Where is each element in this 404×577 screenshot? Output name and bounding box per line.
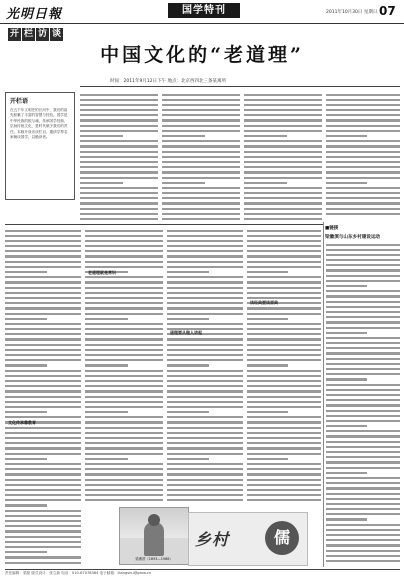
section-title: 国学特刊	[168, 3, 240, 18]
section-subhead: 道理要从做人讲起	[170, 330, 202, 335]
sidebar-title: 梁漱溟与山东乡村建设运动	[325, 235, 381, 240]
divider	[80, 86, 400, 87]
byline: 时间：2011年9月12日下午 地点：北京西四北三条某寓所	[110, 79, 226, 84]
intro-body: 在五千年文明史的长河中，我们的祖先积累了丰富的智慧与经验。国学是中华民族的根与魂，传承国学经典，弘扬传统文化，是时代赋予我们的责任。本版开设访谈栏目，邀请学界名家畅谈国学，以飨读者。	[10, 108, 68, 140]
body-column	[5, 228, 81, 566]
section-subhead: 读经典要读原典	[250, 300, 278, 305]
divider	[5, 224, 323, 225]
body-column	[167, 228, 243, 508]
body-column	[244, 92, 322, 222]
photo-caption: 梁漱溟（1893—1988）	[135, 557, 173, 561]
body-column	[80, 92, 158, 222]
rubric-char: 栏	[23, 29, 33, 39]
banner-text: 乡村	[195, 530, 230, 549]
intro-title: 开栏语	[10, 98, 29, 105]
page-number: 07	[379, 4, 396, 18]
rubric-char: 访	[37, 29, 47, 39]
column-divider	[323, 222, 324, 567]
decorative-banner	[188, 512, 308, 566]
newspaper-logo: 光明日報	[6, 7, 63, 22]
page-headline: 中国文化的“老道理”	[100, 44, 304, 66]
sidebar-label: ■链接	[325, 226, 339, 231]
body-column	[326, 92, 400, 220]
rubric-char: 开	[9, 29, 19, 39]
sidebar-body	[326, 242, 400, 566]
body-column	[247, 228, 321, 508]
rubric-char: 谈	[51, 29, 61, 39]
section-subhead: 老道理就是常识	[88, 270, 116, 275]
body-column	[162, 92, 240, 222]
masthead	[0, 0, 404, 24]
banner-stamp: 儒	[265, 521, 299, 555]
publication-date: 2011年10月30日 星期日	[326, 10, 378, 15]
intro-box	[5, 92, 75, 200]
section-subhead: 文化传承靠教育	[8, 420, 36, 425]
footer-credits: 责任编辑：梁枢 版式设计：张立新 电话：010-67078364 电子邮箱：lliangshu@gmw.cn	[5, 569, 400, 576]
